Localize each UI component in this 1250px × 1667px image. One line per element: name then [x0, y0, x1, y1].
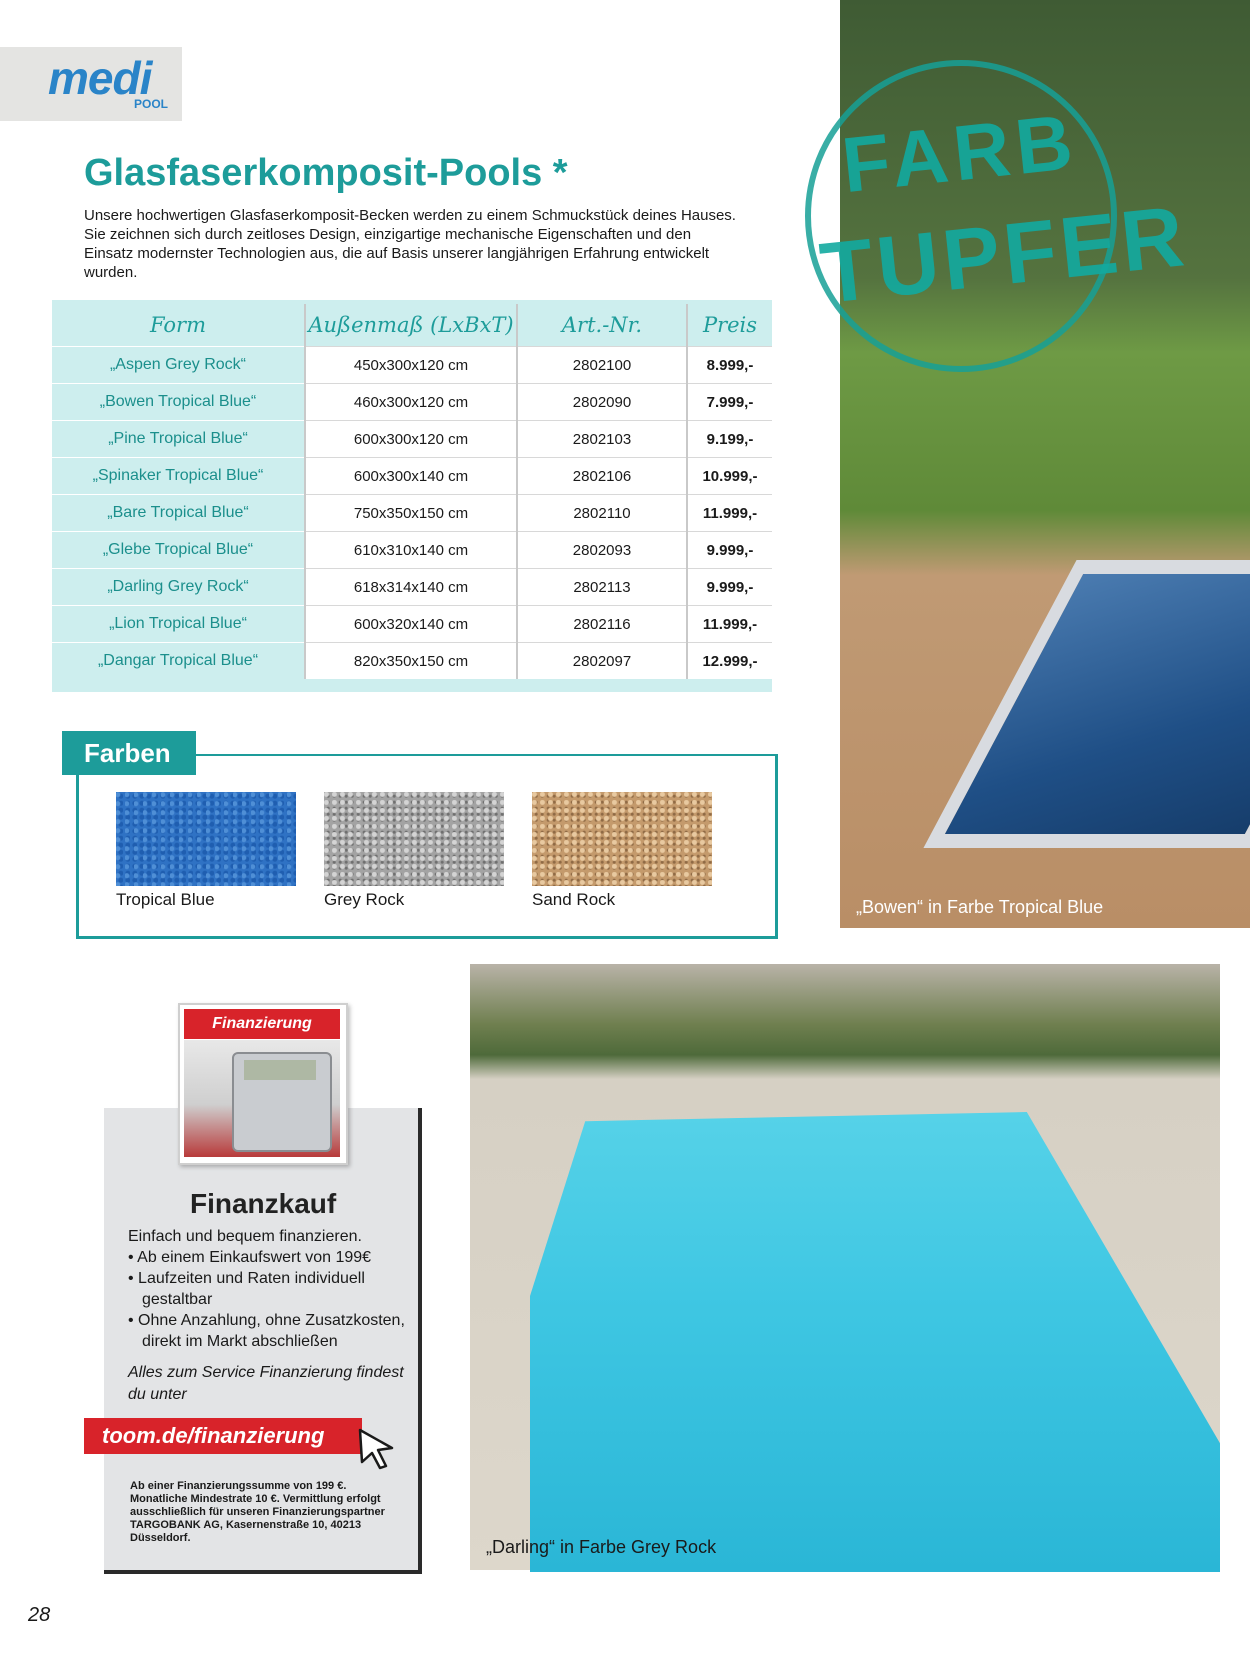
cell-article: 2802110 [517, 495, 687, 532]
calculator-screen [244, 1060, 316, 1080]
cell-article: 2802103 [517, 421, 687, 458]
cell-form: „Spinaker Tropical Blue“ [52, 458, 305, 495]
table-row [52, 532, 772, 569]
caption-darling: „Darling“ in Farbe Grey Rock [486, 1537, 717, 1557]
cell-price: 7.999,- [687, 384, 772, 421]
pool-table [52, 304, 772, 679]
finance-card-label: Finanzierung [184, 1009, 340, 1039]
cell-dimensions: 600x320x140 cm [305, 606, 517, 643]
page-title: Glasfaserkomposit-Pools * [84, 152, 568, 194]
table-row [52, 421, 772, 458]
list-item: • Ab einem Einkaufswert von 199€ [128, 1249, 372, 1266]
table-header-row [52, 304, 772, 347]
cell-form: „Bowen Tropical Blue“ [52, 384, 305, 421]
caption-bowen: „Bowen“ in Farbe Tropical Blue [856, 897, 1104, 917]
table-row [52, 606, 772, 643]
stamp-text-line1: FARB [837, 96, 1083, 210]
table-row [52, 347, 772, 384]
list-item: • Ohne Anzahlung, ohne Zusatzkosten, direkt im Markt abschließen [128, 1312, 405, 1350]
cell-form: „Bare Tropical Blue“ [52, 495, 305, 532]
cell-form: „Lion Tropical Blue“ [52, 606, 305, 643]
cell-article: 2802100 [517, 347, 687, 384]
cell-dimensions: 610x310x140 cm [305, 532, 517, 569]
swatch-label: Tropical Blue [116, 890, 215, 909]
cell-price: 9.999,- [687, 569, 772, 606]
swatch-label: Grey Rock [324, 890, 405, 909]
finance-title: Finanzkauf [190, 1188, 337, 1219]
table-row [52, 458, 772, 495]
cell-article: 2802093 [517, 532, 687, 569]
cell-form: „Pine Tropical Blue“ [52, 421, 305, 458]
cell-article: 2802097 [517, 643, 687, 680]
logo-sub: POOL [134, 97, 169, 111]
cell-price: 10.999,- [687, 458, 772, 495]
finance-list [128, 1226, 418, 1352]
cell-dimensions: 820x350x150 cm [305, 643, 517, 680]
finance-fineprint: Ab einer Finanzierungssumme von 199 €. Monatliche Mindestrate 10 €. Vermittlung erfolgt ausschließlich für unseren Finanzierungspartner TARGOBANK AG, Kasernenstraße 10, 40213 Düsseldorf. [130, 1480, 385, 1544]
medipool-logo [0, 47, 182, 121]
page-number: 28 [28, 1604, 51, 1626]
colors-heading: Farben [62, 731, 196, 775]
stamp-text-line2: TUPFER [815, 188, 1192, 322]
finance-service-text: Alles zum Service Finanzierung findest du unter [128, 1364, 404, 1403]
header-dimensions: Außenmaß (LxBxT) [305, 304, 517, 347]
logo-brand: medi [48, 52, 152, 104]
cell-dimensions: 600x300x140 cm [305, 458, 517, 495]
swatch-tropical-blue [116, 792, 296, 886]
cell-price: 11.999,- [687, 495, 772, 532]
table-row [52, 384, 772, 421]
cell-dimensions: 600x300x120 cm [305, 421, 517, 458]
cell-article: 2802116 [517, 606, 687, 643]
swatch-grey-rock [324, 792, 504, 886]
swatch-label: Sand Rock [532, 890, 616, 909]
cell-dimensions: 460x300x120 cm [305, 384, 517, 421]
cell-dimensions: 750x350x150 cm [305, 495, 517, 532]
list-item: Einfach und bequem finanzieren. [128, 1228, 362, 1245]
cell-price: 8.999,- [687, 347, 772, 384]
cell-form: „Glebe Tropical Blue“ [52, 532, 305, 569]
cell-form: „Aspen Grey Rock“ [52, 347, 305, 384]
cell-price: 12.999,- [687, 643, 772, 680]
table-row [52, 569, 772, 606]
cell-article: 2802090 [517, 384, 687, 421]
cell-article: 2802106 [517, 458, 687, 495]
finance-link[interactable]: toom.de/finanzierung [84, 1418, 362, 1454]
header-form: Form [149, 313, 207, 337]
table-row [52, 495, 772, 532]
header-article: Art.-Nr. [517, 304, 687, 347]
cell-article: 2802113 [517, 569, 687, 606]
table-row [52, 643, 772, 680]
swatch-sand-rock [532, 792, 712, 886]
list-item: • Laufzeiten und Raten individuell gestaltbar [128, 1270, 365, 1308]
cell-price: 11.999,- [687, 606, 772, 643]
cell-price: 9.999,- [687, 532, 772, 569]
cell-form: „Dangar Tropical Blue“ [52, 643, 305, 680]
cell-dimensions: 450x300x120 cm [305, 347, 517, 384]
cursor-arrow-icon [356, 1426, 396, 1470]
header-price: Preis [687, 304, 772, 347]
cell-form: „Darling Grey Rock“ [52, 569, 305, 606]
intro-text: Unsere hochwertigen Glasfaserkomposit-Becken werden zu einem Schmuckstück deines Hauses. Sie zeichnen sich durch zeitloses Design, einzigartige mechanische Eigenschaften und den Einsatz modernster Technologien aus, die auf Basis unserer langjährigen Erfahrung entwickelt wurden. [84, 207, 736, 281]
cell-dimensions: 618x314x140 cm [305, 569, 517, 606]
cell-price: 9.199,- [687, 421, 772, 458]
